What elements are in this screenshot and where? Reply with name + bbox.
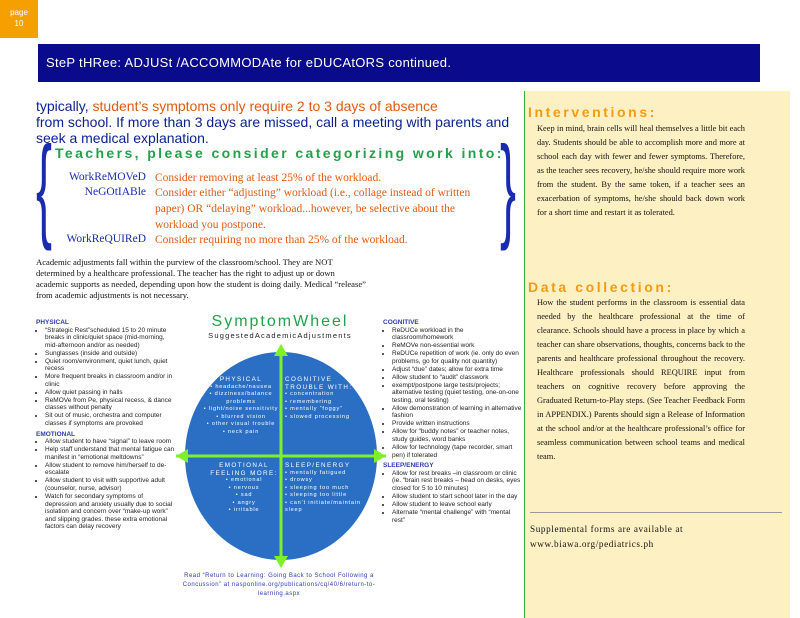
list-item: • Allow student to remove him/herself to de-escalate bbox=[45, 462, 176, 477]
page-badge-label: page bbox=[10, 8, 28, 17]
quadrant-heading: EMOTIONAL FEELING MORE: bbox=[210, 462, 278, 477]
list-item: • Allow quiet passing in halls bbox=[45, 389, 176, 397]
quadrant-item: • mentally fatigued bbox=[285, 469, 347, 476]
sleep-list bbox=[383, 470, 523, 524]
quadrant-item: • neck pain bbox=[222, 428, 260, 435]
interventions-title: Interventions: bbox=[528, 104, 657, 120]
wheel-footnote: Read “Return to Learning: Going Back to School Following a Concussion” at nasponline.org/publications/cq/40/6/return-to-learning.aspx bbox=[182, 573, 376, 597]
interventions-text: Keep in mind, brain cells will heal themselves a little bit each day. Students should be able to accomplish more and more at school each day with fewer and fewer symptoms. Therefore, as the teacher sees recovery, he/she should require more work from the student. By the same token, if a teacher sees an exacerbation of symptoms, he/she should back down work for a short time and restart it as tolerated. bbox=[537, 124, 745, 217]
quadrant-emotional bbox=[206, 462, 282, 515]
cognitive-list bbox=[383, 327, 523, 460]
quadrant-heading: PHYSICAL bbox=[219, 376, 263, 383]
list-item: • Allow for technology (tape recorder, smart pen) if tolerated bbox=[392, 444, 523, 459]
list-item: • ReDUCe workload in the classroom/homework bbox=[392, 327, 523, 342]
cognitive-heading: COGNITIVE bbox=[383, 319, 419, 326]
quadrant-sleep bbox=[285, 462, 365, 515]
category-desc: Consider requiring no more than 25% of the workload. bbox=[155, 234, 408, 246]
supplemental-text: Supplemental forms are available at bbox=[530, 524, 684, 534]
data-collection-title: Data collection: bbox=[528, 279, 674, 295]
category-name: NeGOtIABle bbox=[84, 186, 146, 198]
supplemental-link[interactable]: www.biawa.org/pediatrics.ph bbox=[530, 539, 654, 549]
list-item: • Allow for rest breaks –in classroom or clinic (ie. “brain rest breaks – head on desks, eyes closed for 5 to 10 minutes) bbox=[392, 470, 523, 493]
supplemental-forms-note bbox=[530, 522, 782, 552]
quadrant-item: • sleeping too much bbox=[285, 484, 350, 491]
quadrant-item: • mentally “foggy” bbox=[285, 406, 343, 412]
quadrant-physical bbox=[202, 376, 280, 436]
category-name: WorkReQUIReD bbox=[66, 233, 146, 245]
list-item: • Sunglasses (inside and outside) bbox=[45, 350, 176, 358]
left-brace: { bbox=[36, 125, 53, 253]
arrow-right-icon bbox=[374, 449, 386, 463]
quadrant-item: • dizziness/balance problems bbox=[209, 391, 273, 405]
physical-emotional-column bbox=[36, 316, 176, 531]
physical-list bbox=[36, 327, 176, 428]
intro-highlight: student’s symptoms only require 2 to 3 days of absence bbox=[92, 98, 438, 114]
quadrant-item: • other visual trouble bbox=[206, 421, 276, 427]
list-item: • More frequent breaks in classroom and/or in clinic bbox=[45, 373, 176, 388]
divider bbox=[530, 512, 782, 513]
list-item: • “Strategic Rest”scheduled 15 to 20 minute breaks in clinic/quiet space (mid-morning, mid-afternoon and/or as needed) bbox=[45, 327, 176, 350]
quadrant-item: • can’t initiate/maintain sleep bbox=[285, 499, 361, 513]
list-item: • Alternate “mental challenge” with “mental rest” bbox=[392, 509, 523, 524]
cognitive-sleep-column bbox=[383, 316, 523, 525]
quadrant-cognitive bbox=[285, 376, 365, 421]
quadrant-item: • emotional bbox=[225, 477, 263, 483]
quadrant-item: • drowsy bbox=[285, 477, 313, 483]
page-badge-number: 10 bbox=[14, 19, 24, 28]
quadrant-item: • nervous bbox=[228, 484, 260, 491]
sleep-heading: SLEEP/ENERGY bbox=[383, 462, 434, 470]
right-brace: } bbox=[500, 125, 517, 253]
list-item: • Provide written instructions bbox=[392, 420, 523, 428]
intro-start: typically, bbox=[36, 98, 89, 114]
page-number-badge bbox=[0, 0, 38, 38]
list-item: • Help staff understand that mental fatigue can manifest in “emotional meltdowns” bbox=[45, 446, 176, 461]
category-desc: Consider either “adjusting” workload (i.e., collage instead of written paper) OR “delaying” workload...however, be selective about the workload you postpone. bbox=[155, 187, 471, 231]
intro-end: from school. If more than 3 days are missed, call a meeting with parents and seek a medical explanation. bbox=[36, 114, 510, 146]
quadrant-item: • sad bbox=[235, 492, 253, 498]
arrow-up-icon bbox=[274, 344, 288, 356]
list-item: • Allow for “buddy notes” or teacher notes, study guides, word banks bbox=[392, 428, 523, 443]
list-item: • ReDUCe repetition of work (ie. only do even problems, go for quality not quantity) bbox=[392, 350, 523, 365]
list-item: • Watch for secondary symptoms of depression and anxiety usually due to social isolation and concern over “make-up work” and slipping grades. these extra emotional factors can delay recovery bbox=[45, 493, 176, 531]
quadrant-item: • angry bbox=[232, 499, 256, 506]
quadrant-item: • sleeping too little bbox=[285, 492, 347, 498]
intro-text bbox=[36, 98, 524, 146]
quadrant-heading: COGNITIVE TROUBLE WITH: bbox=[285, 376, 353, 391]
list-item: • Sit out of music, orchestra and computer classes if symptoms are provoked bbox=[45, 412, 176, 427]
list-item: • Allow student to “audit” classwork bbox=[392, 374, 523, 382]
quadrant-item: • irritable bbox=[228, 507, 260, 513]
list-item: • Allow student to leave school early bbox=[392, 501, 523, 509]
list-item: • Quiet room/environment, quiet lunch, quiet recess bbox=[45, 358, 176, 373]
list-item: • Adjust “due” dates; allow for extra time bbox=[392, 366, 523, 374]
adjustments-paragraph: Academic adjustments fall within the purview of the classroom/school. They are NOT determined by a healthcare professional. The teacher has the right to adjust up or down academic supports as needed, depending upon how the student is doing daily. Medical “release” from academic adjustments is not necessary. bbox=[36, 257, 366, 300]
emotional-list bbox=[36, 438, 176, 531]
list-item: • Allow student to have “signal” to leave room bbox=[45, 438, 176, 446]
list-item: • ReMOVe from Pe, physical recess, & dance classes without penalty bbox=[45, 397, 176, 412]
wheel-title: SymptomWheel bbox=[211, 313, 349, 330]
quadrant-item: • blurred vision bbox=[216, 413, 266, 420]
section-banner: SteP tHRee: ADJUSt /ACCOMMODAte for eDUCAtORS continued. bbox=[38, 44, 760, 82]
category-name: WorkReMOVeD bbox=[68, 171, 146, 183]
list-item: • Allow student to visit with supportive adult (counselor, nurse, advisor) bbox=[45, 477, 176, 492]
arrow-down-icon bbox=[274, 556, 288, 568]
list-item: • exempt/postpone large tests/projects; alternative testing (quiet testing, one-on-one testing, oral testing) bbox=[392, 382, 523, 405]
quadrant-item: • light/noise sensitivity bbox=[203, 406, 279, 412]
teachers-title: Teachers, please consider categorizing work into: bbox=[55, 145, 504, 161]
list-item: • Allow demonstration of learning in alternative fashion bbox=[392, 405, 523, 420]
quadrant-item: • remembering bbox=[285, 398, 332, 405]
list-item: • Allow student to start school later in the day bbox=[392, 493, 523, 501]
arrow-left-icon bbox=[176, 449, 188, 463]
list-item: • ReMOVe non-essential work bbox=[392, 342, 523, 350]
quadrant-item: • concentration bbox=[285, 391, 335, 397]
quadrant-heading: SLEEP/ENERGY bbox=[285, 462, 351, 469]
physical-heading: PHYSICAL bbox=[36, 319, 69, 326]
wheel-subtitle: SuggestedAcademicAdjustments bbox=[208, 331, 352, 340]
quadrant-item: • slowed processing bbox=[285, 413, 350, 420]
category-desc: Consider removing at least 25% of the workload. bbox=[155, 172, 382, 184]
emotional-heading: EMOTIONAL bbox=[36, 430, 75, 438]
quadrant-item: • headache/nausea bbox=[210, 383, 272, 390]
data-collection-text: How the student performs in the classroom is essential data needed by the healthcare professional at the time of clearance. Schools should have a process in place by which a teacher can share observations, thoughts, concerns back to the parents and healthcare professional throughout the recovery. Healthcare professionals should REQUIRE input from teachers on cognitive recovery before approving the Graduated Return-to-Play steps. (See Teacher Feedback Form in APPENDIX.) Parents should sign a Release of Information at the school and/or at the healthcare professional’s office for seamless communication between school teams and medical team. bbox=[537, 298, 745, 461]
